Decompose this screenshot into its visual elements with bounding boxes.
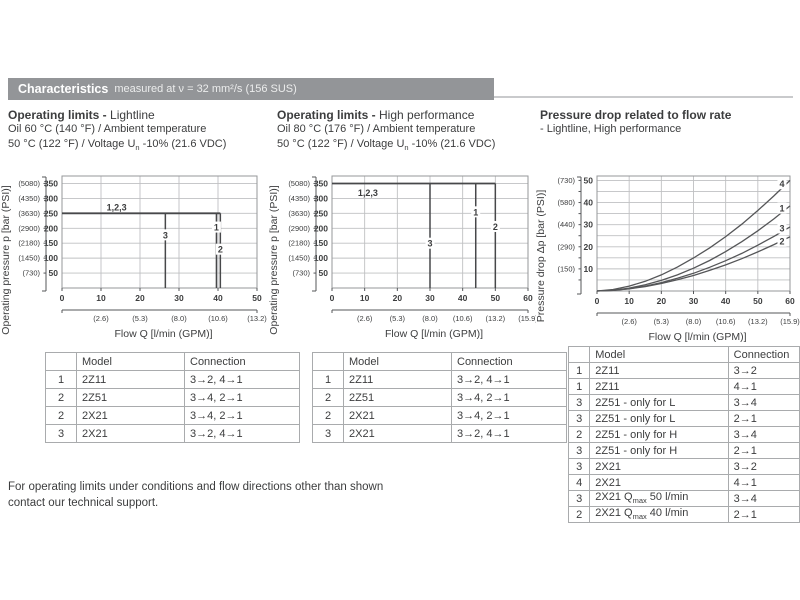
- chart-text: 0: [594, 296, 600, 306]
- section-heading-lightline: [8, 108, 226, 155]
- chart-text: (8.0): [171, 314, 187, 323]
- chart-text: (5.3): [132, 314, 148, 323]
- table-cell: 2: [46, 407, 77, 425]
- chart-text: 350: [313, 178, 328, 189]
- y-axis: [557, 175, 593, 294]
- table-cell: 2Z51 - only for L: [590, 411, 728, 427]
- table-cell: 2Z11: [590, 363, 728, 379]
- table-cell: 2X21: [344, 407, 452, 425]
- table-cell: 4→1: [728, 475, 799, 491]
- table-row: [569, 475, 800, 491]
- chart-text: 40: [213, 293, 223, 303]
- column-header: Connection: [728, 347, 799, 363]
- chart-text: 30: [583, 219, 593, 230]
- chart-text: 2: [492, 221, 498, 232]
- footnote-line: contact our technical support.: [8, 496, 159, 509]
- table-row: [569, 379, 800, 395]
- chart-text: 3: [427, 238, 433, 249]
- chart-text: (5.3): [389, 314, 406, 323]
- chart-text: Operating pressure p [bar (PSI)]: [0, 185, 12, 335]
- chart-text: 30: [688, 296, 699, 306]
- chart-text: Operating pressure p [bar (PSI)]: [268, 185, 280, 335]
- table-cell: 3→2: [728, 363, 799, 379]
- chart-text: (13.2): [485, 314, 506, 323]
- table-cell: 3: [569, 491, 590, 507]
- chart-text: 60: [523, 293, 533, 303]
- table-cell: 4→1: [728, 379, 799, 395]
- chart-text: 50: [48, 268, 58, 279]
- column-header: [569, 347, 590, 363]
- chart-text: (8.0): [685, 317, 702, 326]
- chart-text: Pressure drop Δp [bar (PSI)]: [535, 189, 547, 323]
- condition-line: Oil 60 °C (140 °F) / Ambient temperature: [8, 123, 207, 135]
- chart-text: 60: [785, 296, 795, 306]
- characteristics-header-bar: [8, 78, 494, 100]
- table-cell: 3→4, 2→1: [185, 389, 300, 407]
- chart-pressure-drop: [535, 168, 800, 355]
- chart-text: 150: [43, 238, 58, 249]
- table-cell: 2X21 $Q_{max}$ 40 l/min: [590, 507, 728, 523]
- chart-text: (15.9): [780, 317, 800, 326]
- table-cell: 3→4, 2→1: [452, 389, 567, 407]
- table-row: [569, 363, 800, 379]
- table-cell: 2: [313, 389, 344, 407]
- chart-text: 250: [313, 208, 328, 219]
- chart-text: 1: [779, 203, 785, 214]
- section-subtitle: - Lightline, High performance: [540, 123, 682, 135]
- chart-operating-limits-lightline: [0, 168, 270, 355]
- condition-line: 50 °C (122 °F) / Voltage $U_n$ -10% (21.6 VDC): [277, 138, 496, 153]
- chart-text: (3630): [288, 208, 310, 218]
- column-header: [46, 353, 77, 371]
- chart-text: 0: [59, 293, 65, 303]
- chart-text: (150): [557, 264, 575, 274]
- table-cell: 2X21: [590, 459, 728, 475]
- section-title-bold: Operating limits -: [8, 108, 111, 122]
- chart-text: 1: [213, 222, 219, 233]
- table-cell: 1: [313, 371, 344, 389]
- header-rule: [494, 96, 793, 98]
- chart-text: 350: [43, 178, 58, 189]
- chart-text: 40: [720, 296, 731, 306]
- chart-text: 40: [583, 197, 593, 208]
- table-cell: 2Z11: [344, 371, 452, 389]
- chart-text: (2.6): [93, 314, 109, 323]
- column-header: Model: [77, 353, 185, 371]
- x-axis: [595, 291, 800, 343]
- table-header-row: [313, 353, 567, 371]
- table-row: [46, 425, 300, 443]
- table-cell: 2Z51 - only for H: [590, 443, 728, 459]
- chart-text: 20: [656, 296, 667, 306]
- chart-text: 3: [779, 223, 785, 234]
- chart-text: 1: [473, 207, 479, 218]
- chart-text: (1450): [18, 253, 40, 263]
- chart-text: 50: [490, 293, 501, 303]
- chart-text: (2.6): [356, 314, 373, 323]
- chart-text: 20: [392, 293, 403, 303]
- chart-text: 250: [43, 208, 58, 219]
- table-row: [569, 427, 800, 443]
- table-cell: 2Z51 - only for H: [590, 427, 728, 443]
- table-cell: 2X21 $Q_{max}$ 50 l/min: [590, 491, 728, 507]
- table-cell: 1: [569, 379, 590, 395]
- table-cell: 3→2, 4→1: [185, 425, 300, 443]
- table-row: [313, 425, 567, 443]
- column-header: [313, 353, 344, 371]
- table-cell: 2X21: [344, 425, 452, 443]
- chart-text: 200: [313, 223, 328, 234]
- table-cell: 2→1: [728, 443, 799, 459]
- section-title-bold: Operating limits -: [277, 108, 380, 122]
- chart-text: (730): [557, 175, 575, 185]
- chart-text: (2900): [18, 223, 40, 233]
- table-row: [569, 443, 800, 459]
- y-axis: [288, 177, 328, 291]
- grid: [62, 176, 257, 288]
- chart-text: 50: [318, 268, 328, 279]
- table-cell: 2→1: [728, 411, 799, 427]
- chart-operating-limits-high-performance: [268, 168, 536, 355]
- chart-text: (290): [557, 242, 575, 252]
- table-cell: 3→2, 4→1: [185, 371, 300, 389]
- table-cell: 3→4, 2→1: [185, 407, 300, 425]
- chart-text: 100: [313, 253, 328, 264]
- plot-frame: [62, 176, 257, 288]
- model-connection-table-pressure-drop: [568, 346, 800, 523]
- model-connection-table: [312, 352, 567, 443]
- chart-text: (5080): [288, 178, 310, 188]
- table-row: [569, 411, 800, 427]
- chart-text: (1450): [288, 253, 310, 263]
- chart-text: 10: [624, 296, 634, 306]
- chart-text: (15.9): [518, 314, 536, 323]
- table-cell: 2: [46, 389, 77, 407]
- table-cell: 2→1: [728, 507, 799, 523]
- chart-svg: [535, 168, 800, 350]
- chart-text: (13.2): [247, 314, 267, 323]
- column-header: Connection: [185, 353, 300, 371]
- chart-text: 50: [753, 296, 763, 306]
- chart-text: 2: [217, 244, 223, 255]
- table-row: [569, 395, 800, 411]
- table-row: [46, 389, 300, 407]
- chart-text: (4350): [288, 193, 310, 203]
- series: [332, 183, 500, 288]
- chart-text: 150: [313, 238, 328, 249]
- chart-text: 10: [96, 293, 106, 303]
- table-cell: 3: [46, 425, 77, 443]
- chart-text: 30: [174, 293, 184, 303]
- table-row: [313, 371, 567, 389]
- chart-text: (3630): [18, 208, 40, 218]
- table-cell: 2Z11: [590, 379, 728, 395]
- table-cell: 3: [569, 411, 590, 427]
- table-cell: 3→2: [728, 459, 799, 475]
- table-cell: 3: [569, 459, 590, 475]
- chart-text: (440): [557, 220, 575, 230]
- section-title-regular: High performance: [379, 108, 475, 122]
- table-cell: 2X21: [77, 407, 185, 425]
- chart-text: 40: [457, 293, 468, 303]
- y-axis: [18, 177, 58, 291]
- chart-text: 20: [135, 293, 145, 303]
- table-cell: 3→2, 4→1: [452, 371, 567, 389]
- chart-text: (10.6): [452, 314, 473, 323]
- model-connection-table-lightline: [45, 352, 300, 443]
- chart-text: 3: [162, 230, 168, 241]
- chart-text: Flow Q [l/min (GPM)]: [648, 331, 747, 343]
- chart-text: 50: [252, 293, 262, 303]
- model-connection-table: [45, 352, 300, 443]
- chart-text: 4: [779, 179, 785, 190]
- column-header: Model: [344, 353, 452, 371]
- table-cell: 2Z51: [77, 389, 185, 407]
- characteristics-subtitle: measured at ν = 32 mm²/s (156 SUS): [114, 83, 297, 95]
- table-cell: 2X21: [590, 475, 728, 491]
- table-row: [569, 507, 800, 523]
- section-title-regular: Lightline: [110, 108, 155, 122]
- chart-text: (730): [22, 268, 40, 278]
- chart-text: (5.3): [653, 317, 670, 326]
- chart-text: (580): [557, 198, 575, 208]
- chart-text: Flow Q [l/min (GPM)]: [384, 328, 484, 340]
- table-cell: 3→4, 2→1: [452, 407, 567, 425]
- table-cell: 3→4: [728, 427, 799, 443]
- characteristics-title: Characteristics: [18, 82, 109, 96]
- table-cell: 3: [313, 425, 344, 443]
- table-cell: 2Z51 - only for L: [590, 395, 728, 411]
- table-cell: 3: [569, 395, 590, 411]
- section-heading-high-performance: [277, 108, 495, 155]
- chart-text: 2: [779, 236, 785, 247]
- table-cell: 1: [46, 371, 77, 389]
- chart-svg: [0, 168, 270, 350]
- chart-text: (4350): [18, 193, 40, 203]
- chart-text: 0: [329, 293, 335, 303]
- table-cell: 3: [569, 443, 590, 459]
- chart-text: (2180): [288, 238, 310, 248]
- table-row: [569, 459, 800, 475]
- table-row: [46, 407, 300, 425]
- chart-text: (730): [292, 268, 310, 278]
- table-cell: 2Z51: [344, 389, 452, 407]
- column-header: Model: [590, 347, 728, 363]
- table-cell: 4: [569, 475, 590, 491]
- chart-text: (10.6): [208, 314, 228, 323]
- section-title: [277, 108, 495, 122]
- chart-text: (2900): [288, 223, 310, 233]
- table-cell: 3→4: [728, 491, 799, 507]
- chart-text: (13.2): [748, 317, 768, 326]
- section-heading-pressure-drop: [540, 108, 731, 137]
- table-row: [569, 491, 800, 507]
- chart-text: 10: [583, 263, 593, 274]
- footnote-line: For operating limits under conditions and flow directions other than shown: [8, 481, 384, 493]
- table-cell: 2: [313, 407, 344, 425]
- chart-text: 300: [313, 193, 328, 204]
- footnote: [8, 480, 383, 511]
- table-cell: 2Z11: [77, 371, 185, 389]
- chart-text: 100: [43, 253, 58, 264]
- section-title: [540, 108, 731, 122]
- chart-text: 1,2,3: [357, 187, 378, 198]
- table-cell: 2: [569, 507, 590, 523]
- table-cell: 3→4: [728, 395, 799, 411]
- table-row: [313, 407, 567, 425]
- model-connection-table-high-performance: [312, 352, 567, 443]
- table-cell: 1: [569, 363, 590, 379]
- condition-line: 50 °C (122 °F) / Voltage $U_n$ -10% (21.6 VDC): [8, 138, 227, 153]
- table-header-row: [46, 353, 300, 371]
- chart-text: 20: [583, 241, 593, 252]
- chart-text: 1,2,3: [106, 202, 127, 213]
- table-header-row: [569, 347, 800, 363]
- condition-line: Oil 80 °C (176 °F) / Ambient temperature: [277, 123, 476, 135]
- table-cell: 3→2, 4→1: [452, 425, 567, 443]
- chart-svg: [268, 168, 536, 350]
- chart-text: 10: [359, 293, 370, 303]
- x-axis: [330, 288, 536, 340]
- table-cell: 2X21: [77, 425, 185, 443]
- model-connection-table: [568, 346, 800, 523]
- chart-text: (8.0): [422, 314, 438, 323]
- chart-text: 300: [43, 193, 58, 204]
- section-title-bold: Pressure drop related to flow rate: [540, 108, 732, 122]
- chart-text: Flow Q [l/min (GPM)]: [114, 328, 213, 340]
- chart-text: (2.6): [621, 317, 637, 326]
- x-axis: [60, 288, 268, 340]
- chart-text: 200: [43, 223, 58, 234]
- table-cell: 2: [569, 427, 590, 443]
- chart-text: 30: [425, 293, 435, 303]
- chart-text: 50: [583, 175, 593, 186]
- chart-text: (2180): [18, 238, 40, 248]
- chart-text: (10.6): [715, 317, 736, 326]
- table-row: [46, 371, 300, 389]
- series: [62, 203, 225, 288]
- section-title: [8, 108, 226, 122]
- table-row: [313, 389, 567, 407]
- chart-text: (5080): [18, 178, 40, 188]
- column-header: Connection: [452, 353, 567, 371]
